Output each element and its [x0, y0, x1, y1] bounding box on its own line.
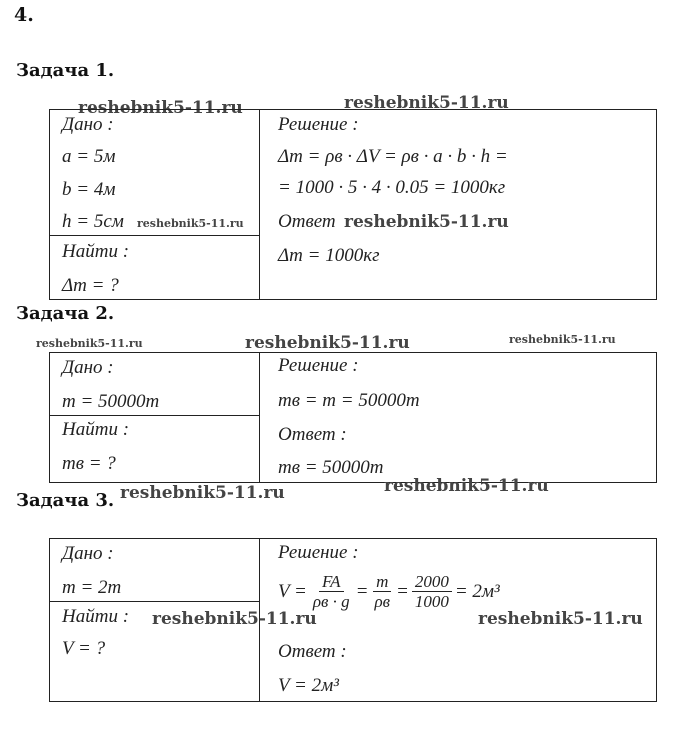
watermark: reshebnik5-11.ru [344, 93, 509, 113]
watermark: reshebnik5-11.ru [36, 337, 143, 350]
task1-solution-label: Решение : [278, 114, 359, 135]
task3-frac1-den: ρв · g [312, 592, 350, 611]
watermark: reshebnik5-11.ru [245, 333, 410, 353]
task3-find-label: Найти : [62, 606, 130, 627]
task3-frac2-num: m [373, 572, 391, 592]
task1-answer-label: Ответ [278, 211, 336, 232]
task1-given-b: b = 4м [62, 179, 116, 200]
watermark: reshebnik5-11.ru [344, 212, 509, 232]
task1-find: Δm = ? [62, 275, 119, 296]
task2-given-m: m = 50000т [62, 391, 160, 412]
task3-find: V = ? [62, 638, 106, 659]
task1-answer: Δm = 1000кг [278, 245, 380, 266]
task2-find-label: Найти : [62, 419, 130, 440]
task3-answer: V = 2м³ [278, 675, 339, 696]
task3-sol-v: V = [278, 580, 307, 602]
task3-eq2: = [396, 580, 409, 602]
task3-solution-label: Решение : [278, 542, 359, 563]
task1-find-label: Найти : [62, 241, 130, 262]
task3-answer-label: Ответ : [278, 641, 347, 662]
task2-find: mв = ? [62, 453, 116, 474]
task3-frac3-num: 2000 [412, 572, 452, 592]
task3-frac-num [412, 572, 452, 611]
task1-title: Задача 1. [16, 60, 115, 81]
task2-solution-line1: mв = m = 50000т [278, 390, 420, 411]
task1-given-h: h = 5см [62, 211, 124, 232]
task3-frac-fa [310, 572, 353, 611]
task3-title: Задача 3. [16, 490, 115, 511]
task2-solution-label: Решение : [278, 355, 359, 376]
task2-answer: mв = 50000т [278, 457, 384, 478]
watermark: reshebnik5-11.ru [509, 333, 616, 346]
watermark: reshebnik5-11.ru [384, 476, 549, 496]
watermark: reshebnik5-11.ru [137, 217, 244, 230]
task3-frac3-den: 1000 [414, 592, 449, 611]
task1-given-a: a = 5м [62, 146, 116, 167]
task3-given-label: Дано : [62, 543, 114, 564]
watermark: reshebnik5-11.ru [478, 609, 643, 629]
task1-solution-line1: Δm = ρв · ΔV = ρв · a · b · h = [278, 146, 508, 167]
watermark: reshebnik5-11.ru [120, 483, 285, 503]
task2-given-label: Дано : [62, 357, 114, 378]
task3-frac1-num: FA [319, 572, 344, 592]
task3-frac-m [371, 572, 393, 611]
task3-frac2-den: ρв [374, 592, 391, 611]
task3-solution-formula [278, 572, 500, 611]
page-number: 4. [14, 4, 34, 26]
task1-given-label: Дано : [62, 114, 114, 135]
task1-solution-line2: = 1000 · 5 · 4 · 0.05 = 1000кг [278, 177, 506, 198]
task2-title: Задача 2. [16, 303, 115, 324]
watermark: reshebnik5-11.ru [78, 98, 243, 118]
task3-eq1: = [355, 580, 369, 602]
task2-answer-label: Ответ : [278, 424, 347, 445]
task1-table [49, 109, 657, 300]
task3-given-m: m = 2т [62, 577, 122, 598]
task3-sol-result: = 2м³ [454, 580, 500, 602]
watermark: reshebnik5-11.ru [152, 609, 317, 629]
